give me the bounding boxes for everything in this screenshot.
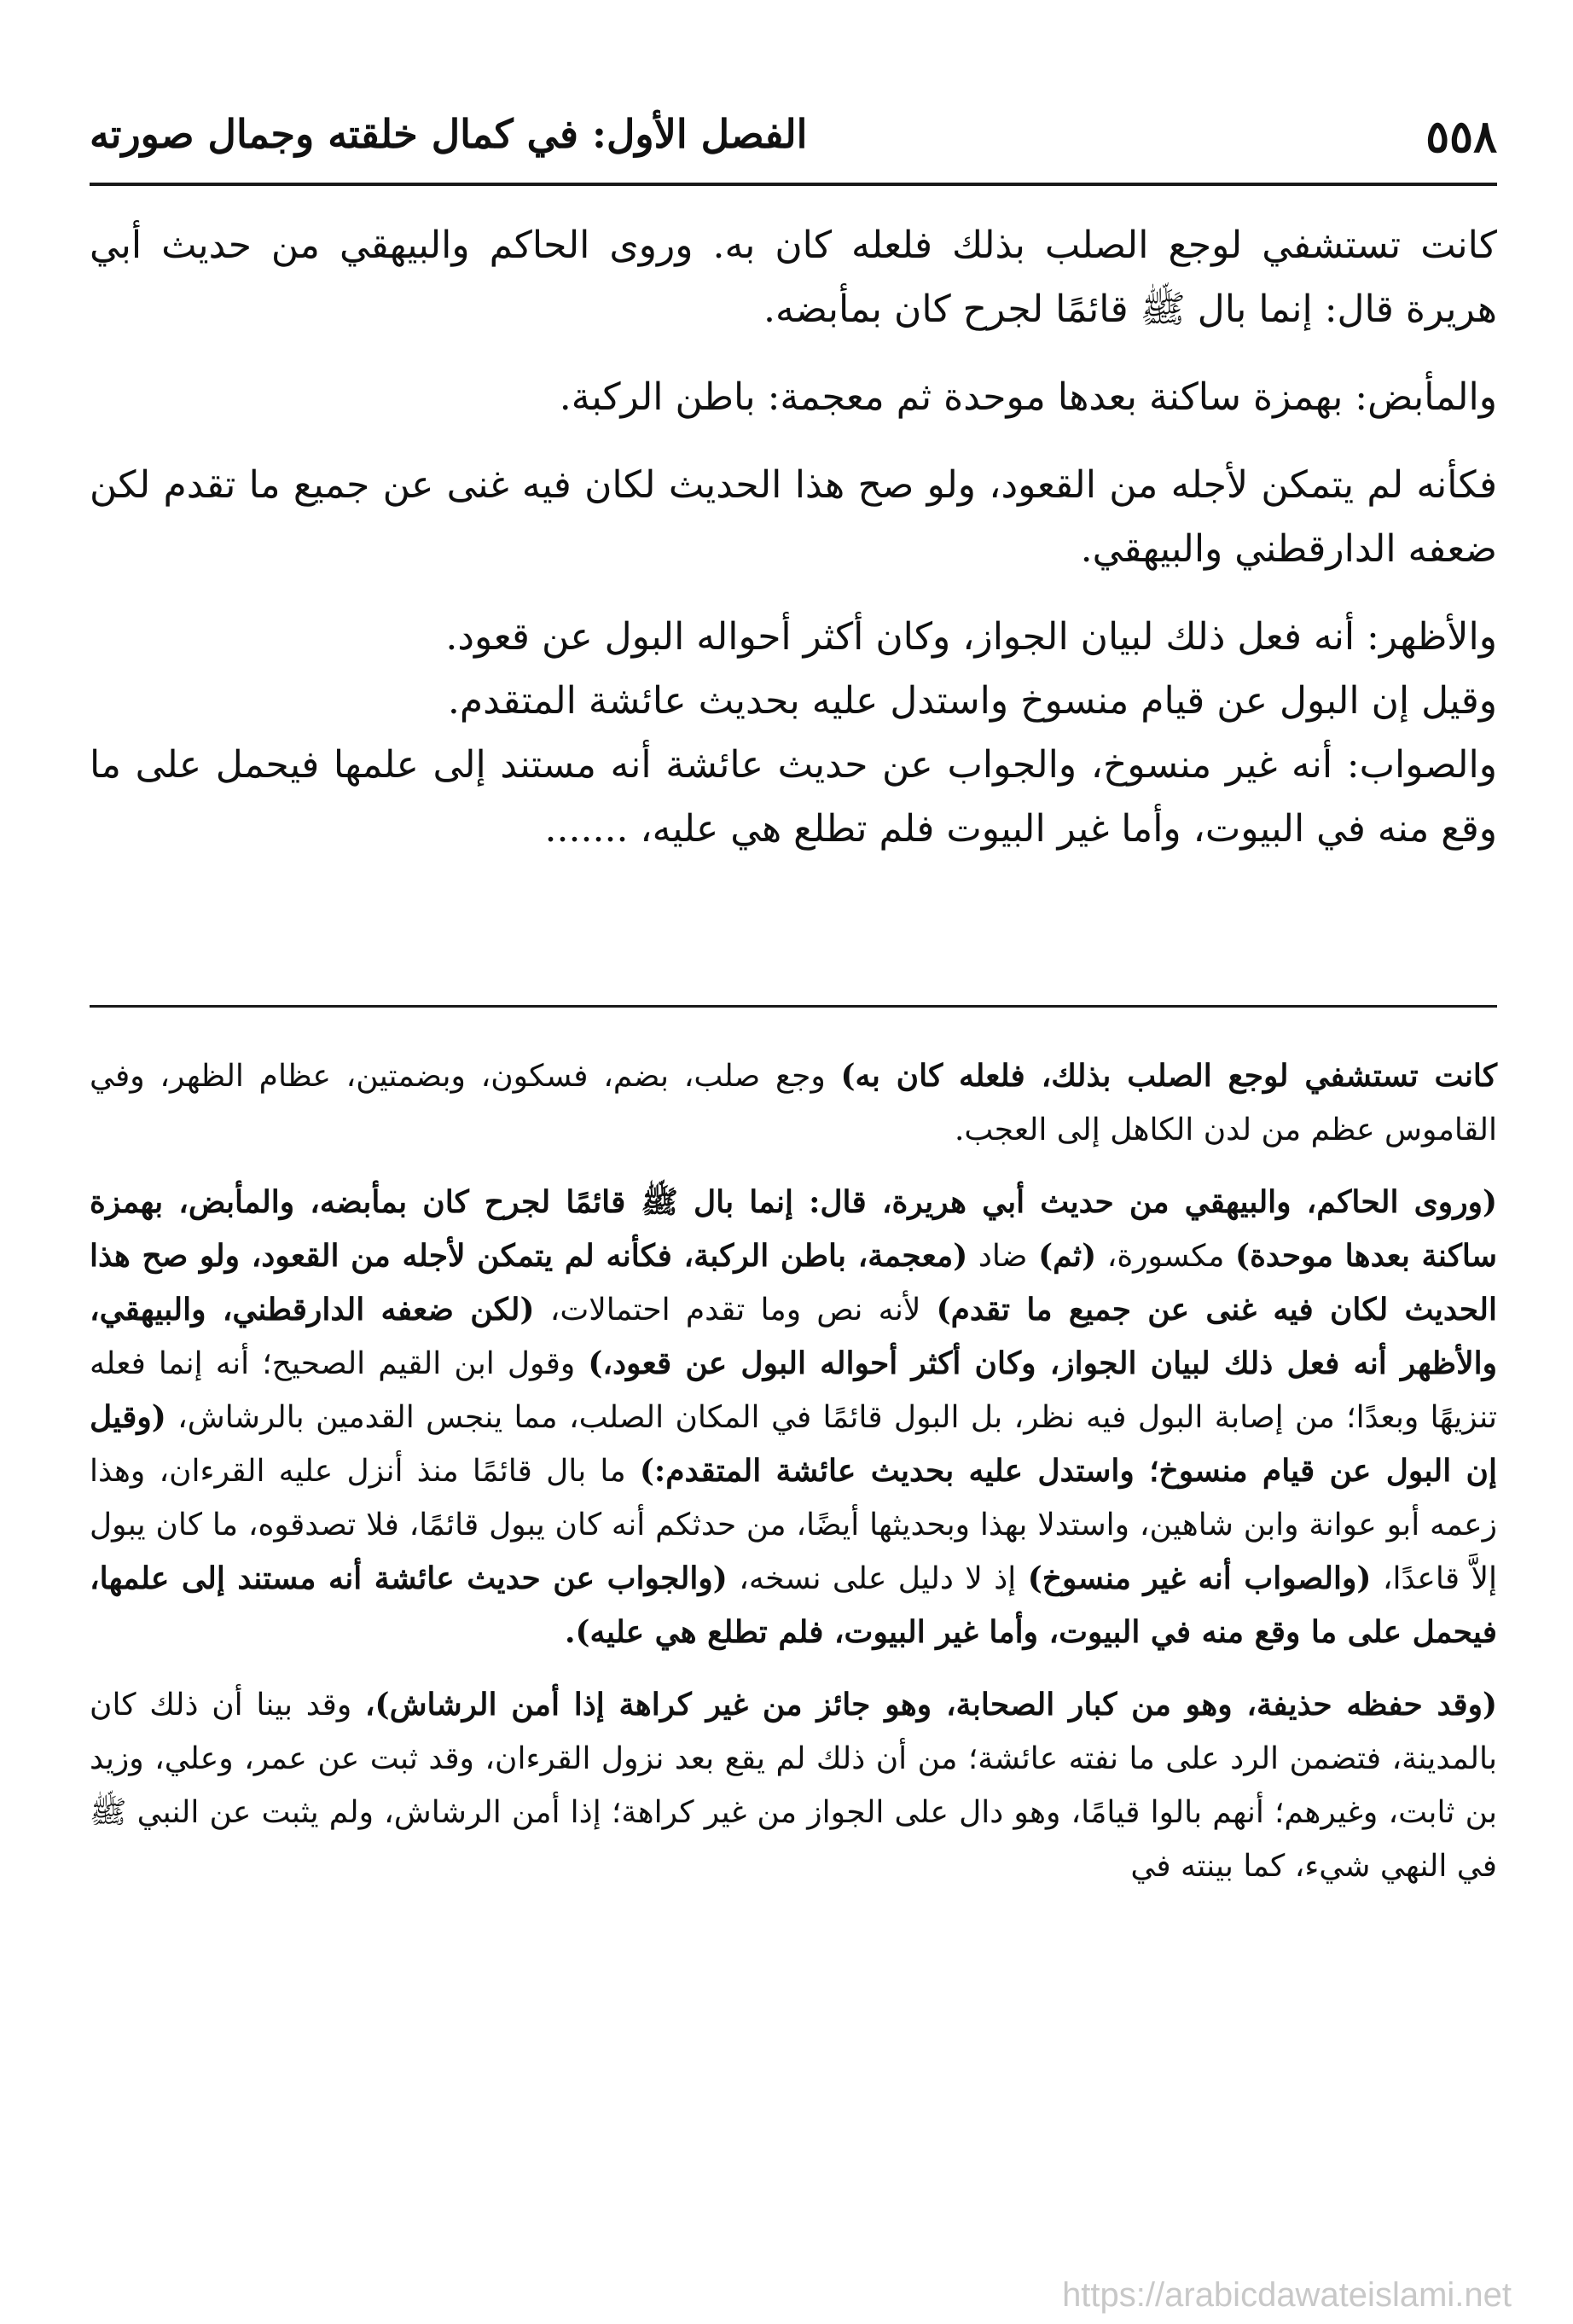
header-rule — [90, 183, 1497, 186]
main-paragraph: والمأبض: بهمزة ساكنة بعدها موحدة ثم معجمة: باطن الركبة. — [559, 375, 1497, 419]
main-text — [90, 213, 1497, 861]
commentary-text: لأنه نص وما تقدم احتمالات، — [534, 1293, 937, 1328]
page-number: ٥٥٨ — [1425, 111, 1497, 163]
commentary-bold: (وقد حفظه حذيفة، وهو من كبار الصحابة، وهو جائز من غير كراهة إذا أمن الرشاش)، — [364, 1687, 1498, 1723]
text-divider — [90, 1005, 1497, 1008]
commentary-bold: (والصواب أنه غير منسوخ) — [1027, 1560, 1372, 1596]
commentary-bold: (معجمة، باطن الركبة، فكأنه لم يتمكن لأجله من القعود، ولو صح هذا الحديث لكان فيه غنى عن جميع ما تقدم) — [90, 1238, 1497, 1328]
main-paragraph: وقيل إن البول عن قيام منسوخ واستدل عليه بحديث عائشة المتقدم. — [447, 679, 1497, 723]
commentary-bold: (وقيل إن البول عن قيام منسوخ؛ واستدل عليه بحديث عائشة المتقدم:) — [90, 1399, 1498, 1489]
commentary-text: وجع صلب، بضم، فسكون، وبضمتين، عظام الظهر، وفي القاموس عظم من لدن الكاهل إلى العجب. — [90, 1059, 1497, 1147]
page-header — [90, 102, 1497, 179]
commentary-bold: (وروى الحاكم، والبيهقي من حديث أبي هريرة، قال: إنما بال ﷺ قائمًا لجرح كان بمأبضه، والمأبض، بهمزة ساكنة بعدها موحدة) — [90, 1184, 1497, 1274]
commentary-text: إذ لا دليل على نسخه، — [727, 1561, 1028, 1596]
running-title: الفصل الأول: في كمال خلقته وجمال صورته — [90, 111, 808, 157]
commentary — [90, 1049, 1497, 1912]
commentary-paragraph — [90, 1049, 1497, 1157]
commentary-text: مكسورة، — [1096, 1239, 1236, 1274]
commentary-paragraph — [90, 1678, 1497, 1893]
commentary-text: ضاد — [967, 1239, 1039, 1274]
commentary-paragraph — [90, 1176, 1497, 1659]
commentary-bold: كانت تستشفي لوجع الصلب بذلك، فلعله كان به) — [840, 1058, 1497, 1094]
commentary-text: وقد بينا أن ذلك كان بالمدينة، فتضمن الرد على ما نفته عائشة؛ من أن ذلك لم يقع بعد نزول القرءان، وقد ثبت عن عمر، وعلي، وزيد بن ثابت، وغيرهم؛ أنهم بالوا قيامًا، وهو دال على الجواز من غير كراهة؛ إذا أمن الرشاش، ولم يثبت عن النبي ﷺ في النهي شيء، كما بينته في — [90, 1688, 1497, 1884]
commentary-bold: (ثم) — [1038, 1238, 1097, 1274]
main-paragraph: فكأنه لم يتمكن لأجله من القعود، ولو صح هذا الحديث لكان فيه غنى عن جميع ما تقدم لكن ضعفه الدارقطني والبيهقي. — [90, 463, 1497, 571]
commentary-bold: (لكن ضعفه الدارقطني، والبيهقي، والأظهر أنه فعل ذلك لبيان الجواز، وكان أكثر أحواله البول عن قعود،) — [90, 1292, 1497, 1381]
main-paragraph: والأظهر: أنه فعل ذلك لبيان الجواز، وكان أكثر أحواله البول عن قعود. — [445, 615, 1497, 659]
main-paragraph: والصواب: أنه غير منسوخ، والجواب عن حديث عائشة أنه مستند إلى علمها فيحمل على ما وقع منه في البيوت، وأما غير البيوت فلم تطلع هي عليه، ....... — [90, 743, 1497, 851]
commentary-text: ما بال قائمًا منذ أنزل عليه القرءان، وهذا زعمه أبو عوانة وابن شاهين، واستدلا بهذا وبحديثها أيضًا، من حدثكم أنه كان يبول قائمًا، فلا تصدقوه، ما كان يبول إلاَّ قاعدًا، — [90, 1454, 1497, 1596]
commentary-bold: (والجواب عن حديث عائشة أنه مستند إلى علمها، فيحمل على ما وقع منه في البيوت، وأما غير البيوت، فلم تطلع هي عليه). — [90, 1560, 1497, 1650]
main-paragraph: كانت تستشفي لوجع الصلب بذلك فلعله كان به. وروى الحاكم والبيهقي من حديث أبي هريرة قال: إنما بال ﷺ قائمًا لجرح كان بمأبضه. — [90, 224, 1497, 331]
commentary-text: وقول ابن القيم الصحيح؛ أنه إنما فعله تنزيهًا وبعدًا؛ من إصابة البول فيه نظر، بل البول قائمًا في المكان الصلب، مما ينجس القدمين بالرشاش، — [90, 1346, 1497, 1435]
watermark: https://arabicdawateislami.net — [1062, 2276, 1512, 2314]
